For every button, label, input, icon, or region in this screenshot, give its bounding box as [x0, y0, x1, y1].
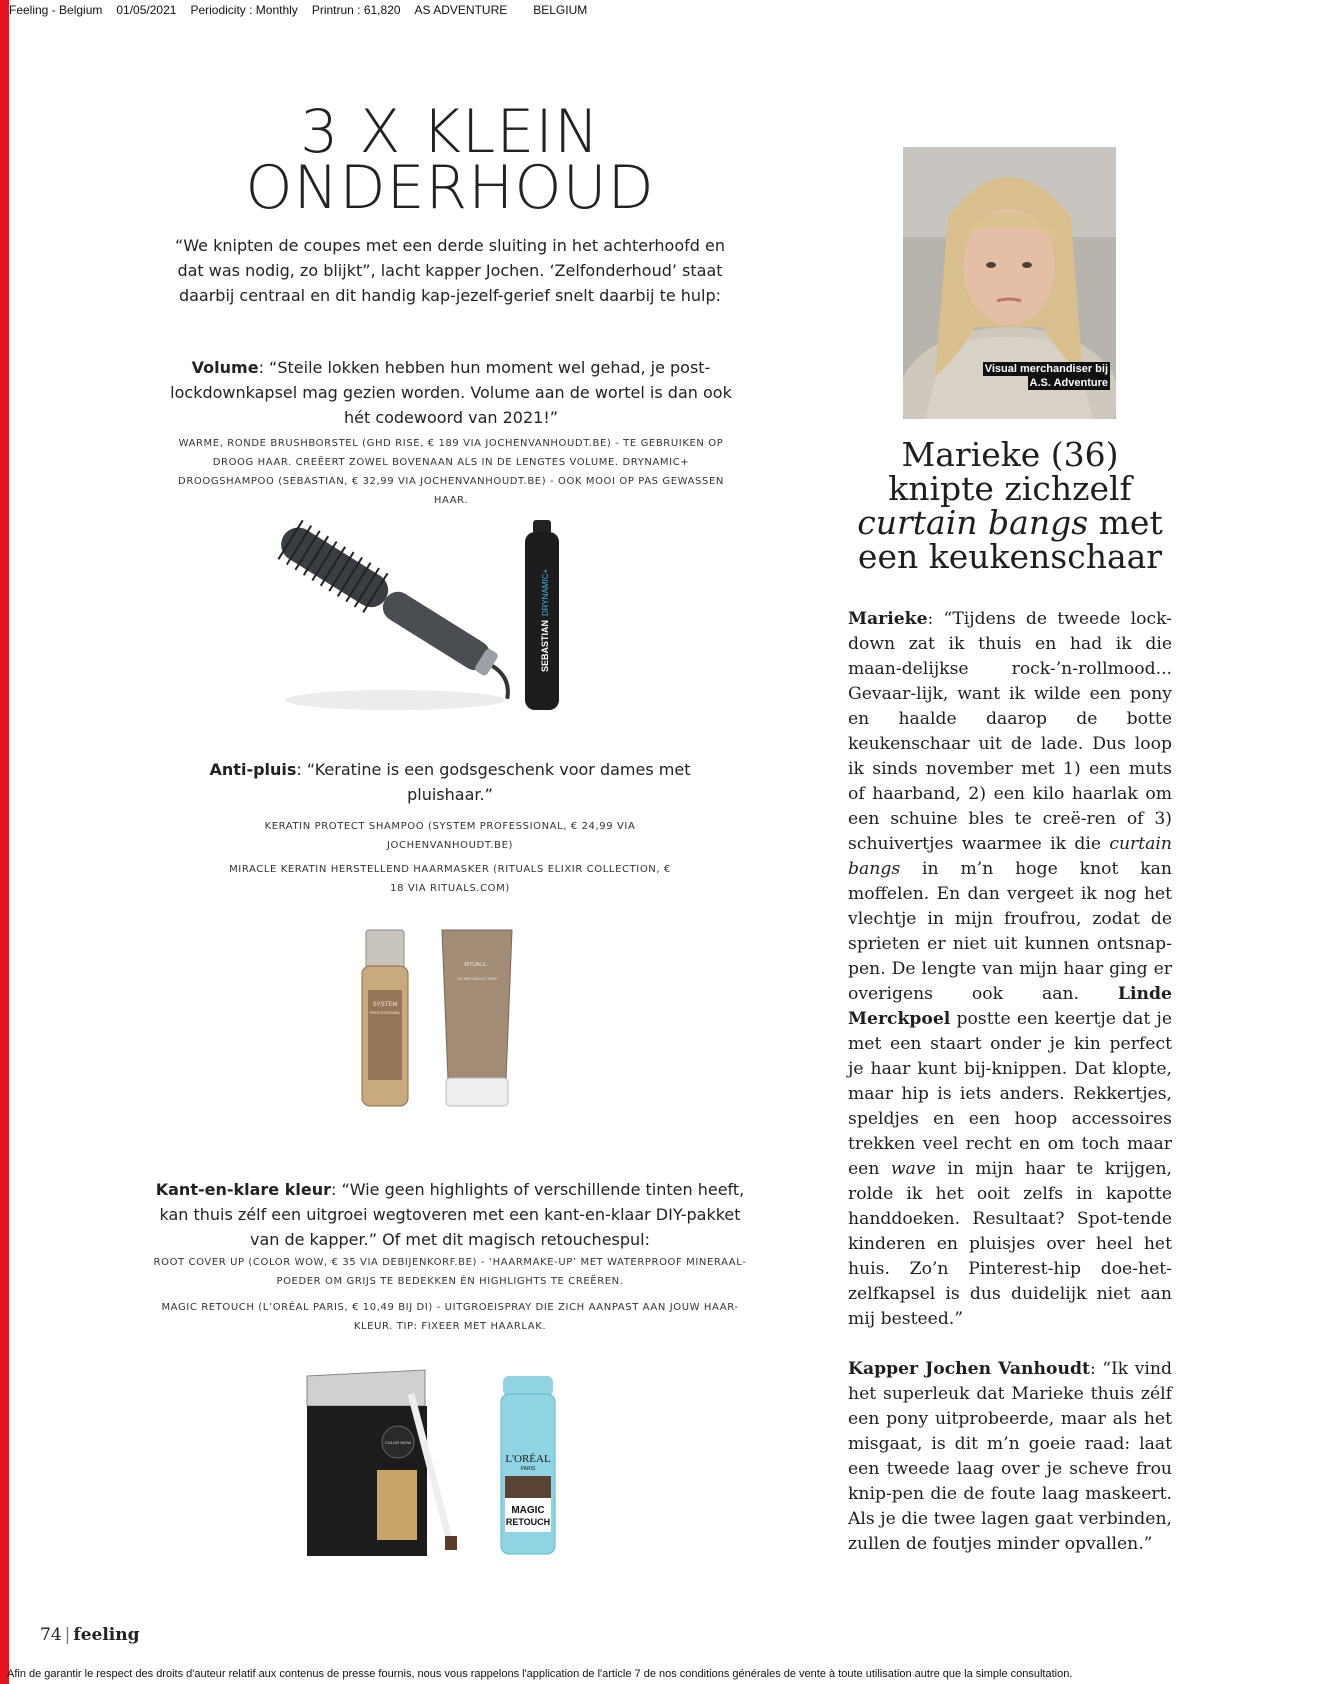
photo-caption: [983, 362, 1110, 390]
headline-italic: curtain bangs: [857, 503, 1089, 542]
article-paragraph-1: [848, 607, 1172, 1332]
volume-label: Volume: [191, 358, 259, 377]
color-wow-compact: [307, 1370, 457, 1556]
headline-line3-rest: met: [1088, 503, 1163, 542]
issue-date: 01/05/2021: [116, 3, 177, 17]
kleur-label: Kant-en-klare kleur: [155, 1180, 331, 1199]
brush-and-spray-image: [265, 520, 595, 720]
text-segment: : “Ik vind het superleuk dat Marieke thuis zélf een pony uitprobeerde, maar als het misgaat, is dit m’n goeie raad: laat een tweede laag over je scheve frou knip-pen die de foute laag maskeert. Als je die twee lagen gaat verbinden, zullen de foutjes minder opvallen.”: [848, 1359, 1172, 1554]
speaker-jochen: Kapper Jochen Vanhoudt: [848, 1359, 1090, 1379]
intro-text: “We knipten de coupes met een derde sluiting in het achterhoofd en dat was nodig, zo blijkt”, lacht kapper Jochen. ‘Zelfonderhoud’ staat daarbij centraal en dit handig kap-jezelf-gerief snelt daarbij te hulp:: [175, 236, 725, 305]
spray-brand-label: SEBASTIAN: [540, 619, 550, 672]
page-title-line2: ONDERHOUD: [245, 153, 655, 223]
bottle-brand-sub-label: PROFESSIONAL: [369, 1010, 401, 1015]
can-product-label1: MAGIC: [511, 1505, 545, 1516]
magazine-name: feeling: [73, 1625, 140, 1645]
kleur-paragraph: [145, 1177, 755, 1252]
volume-products: WARME, RONDE BRUSHBORSTEL (GHD RISE, € 189 VIA JOCHENVANHOUDT.BE) - TE GEBRUIKEN OP DROOG HAAR. CREËERT ZOWEL BOVENAAN ALS IN DE LENGTES VOLUME. DRYNAMIC+ DROOGSHAMPOO (SEBASTIAN, € 32,99 VIA JOCHENVANHOUDT.BE) - OOK MOOI OP PAS GEWASSEN HAAR.: [178, 438, 724, 506]
country: BELGIUM: [533, 3, 588, 17]
photo-caption-line1: Visual merchandiser bij: [984, 363, 1108, 375]
compact-brand-label: COLOR WOW: [385, 1440, 411, 1445]
can-sub-label: PARIS: [520, 1466, 536, 1472]
portrait-photo: [903, 147, 1116, 419]
spray-can: [525, 520, 559, 710]
text-segment: in m’n hoge knot kan moffelen. En dan vergeet ik nog het vlechtje in mijn froufrou, zodat de sprieten er niet uit kunnen ontsnap-pen. De lengte van mijn haar ging er overigens ook aan.: [848, 859, 1172, 1004]
speaker-marieke: Marieke: [848, 609, 928, 629]
kleur-product2: MAGIC RETOUCH (L’ORÉAL PARIS, € 10,49 BIJ DI) - UITGROEISPRAY DIE ZICH AANPAST AAN JOUW HAAR-KLEUR. TIP: FIXEER MET HAARLAK.: [161, 1302, 739, 1332]
folio-separator: |: [64, 1625, 71, 1645]
article-headline: [840, 435, 1180, 576]
headline-line2: knipte zichzelf: [888, 469, 1132, 508]
kleur-product1: ROOT COVER UP (COLOR WOW, € 35 VIA DEBIJENKORF.BE) - ‘HAARMAKE-UP’ MET WATERPROOF MINERAAL-POEDER OM GRIJS TE BEDEKKEN ÉN HIGHLIGHTS TE CREËREN.: [153, 1257, 747, 1287]
copyright-notice: Afin de garantir le respect des droits d'auteur relatif aux contenus de presse fournis, nous vous rappelons l'application de l'article 7 de nos conditions générales de vente à toute utilisation autre que la simple consultation.: [7, 1668, 1073, 1680]
text-segment: in mijn haar te krijgen, rolde ik het ooit zelfs in kapotte handdoeken. Resultaat? Spot-tende kinderen en pluisjes over heel het huis. Zo’n Pinterest-hip doe-het-zelfkapsel is dus duidelijk niet aan mij besteed.”: [848, 1159, 1172, 1329]
red-margin-bar: [0, 0, 9, 1684]
antipluis-product1: KERATIN PROTECT SHAMPOO (SYSTEM PROFESSIONAL, € 24,99 VIA JOCHENVANHOUDT.BE): [264, 821, 636, 851]
text-segment: : “Tijdens de tweede lock-down zat ik thuis en had ik die maan-delijkse rock-’n-rollmood... Gevaar-lijk, want ik wilde een pony en haalde daarop de botte keukenschaar uit de lade. Dus loop ik sinds november met 1) een muts of haarband, 2) een kilo haarlak om een schuine bles te creë-ren of 3) schuivertjes waarmee ik die: [848, 609, 1172, 854]
shampoo-and-mask-image: [360, 930, 520, 1110]
kleur-quote: : “Wie geen highlights of verschillende tinten heeft, kan thuis zélf een uitgroei wegtoveren met een kant-en-klaar DIY-pakket van de kapper.” Of met dit magisch retouchespul:: [159, 1180, 745, 1249]
client-name: AS ADVENTURE: [414, 3, 508, 17]
antipluis-paragraph: [200, 757, 700, 807]
article-body: [848, 607, 1172, 1582]
name-linde: Linde Merckpoel: [848, 984, 1172, 1029]
tube-sub-label: ELIXIR COLLECTION: [457, 976, 497, 981]
shampoo-bottle: [362, 930, 408, 1106]
magic-retouch-can: [501, 1376, 555, 1554]
clipping-header: [9, 3, 601, 17]
shadow: [285, 690, 505, 710]
article-paragraph-2: [848, 1357, 1172, 1557]
page-number: 74: [40, 1625, 62, 1645]
round-brush: [272, 516, 530, 701]
volume-paragraph: [168, 355, 734, 430]
hair-mask-tube: [442, 930, 512, 1106]
italic-term: curtain bangs: [848, 834, 1172, 879]
printrun: Printrun : 61,820: [311, 3, 401, 17]
headline-line1: Marieke (36): [901, 435, 1119, 474]
spray-product-label: DRYNAMIC+: [541, 568, 550, 616]
bottle-brand-label: SYSTEM: [372, 1002, 398, 1008]
can-brand-label: L'ORÉAL: [505, 1453, 551, 1465]
headline-line4: een keukenschaar: [857, 537, 1163, 576]
antipluis-quote: : “Keratine is een godsgeschenk voor dames met pluishaar.”: [296, 760, 691, 804]
periodicity: Periodicity : Monthly: [190, 3, 298, 17]
volume-quote: : “Steile lokken hebben hun moment wel gehad, je post-lockdownkapsel mag gezien worden. Volume aan de wortel is dan ook hét codewoord van 2021!”: [170, 358, 732, 427]
publication: Feeling - Belgium: [9, 3, 103, 17]
root-cover-and-spray-image: [305, 1370, 575, 1560]
photo-caption-line2: A.S. Adventure: [1029, 377, 1108, 389]
can-product-label2: RETOUCH: [505, 1517, 551, 1527]
page-title-line1: 3 X KLEIN: [300, 97, 600, 167]
antipluis-label: Anti-pluis: [209, 760, 297, 779]
page-footer-folio: [40, 1625, 139, 1645]
text-segment: postte een keertje dat je met een staart onder je kin perfect je haar kunt bij-knippen. Dat klopte, maar hip is iets anders. Rekkertjes, speldjes en een hoop accessoires trekken veel recht en om toch maar een: [848, 1009, 1172, 1179]
italic-term: wave: [890, 1159, 936, 1179]
tube-brand-label: RITUALS...: [464, 962, 490, 968]
antipluis-product2: MIRACLE KERATIN HERSTELLEND HAARMASKER (RITUALS ELIXIR COLLECTION, € 18 VIA RITUALS.COM): [229, 864, 671, 894]
